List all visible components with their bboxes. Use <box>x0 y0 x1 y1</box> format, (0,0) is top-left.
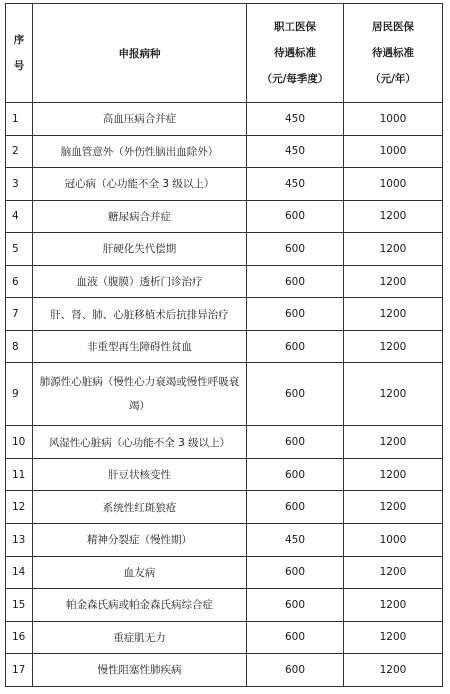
row-disease-name: 精神分裂症（慢性期） <box>33 524 247 557</box>
row-serial: 8 <box>6 330 33 363</box>
row-resident-amount: 1200 <box>344 200 443 233</box>
row-serial: 9 <box>6 363 33 426</box>
row-disease-name: 肝豆状核变性 <box>33 458 247 491</box>
row-serial: 5 <box>6 233 33 266</box>
table-row <box>6 233 443 266</box>
row-disease-name: 糖尿病合并症 <box>33 200 247 233</box>
row-serial: 3 <box>6 168 33 201</box>
table-row <box>6 621 443 654</box>
row-serial: 1 <box>6 103 33 136</box>
row-worker-amount: 450 <box>247 103 344 136</box>
table-row <box>6 265 443 298</box>
table-row <box>6 556 443 589</box>
table-row <box>6 426 443 459</box>
table-row <box>6 458 443 491</box>
row-worker-amount: 600 <box>247 265 344 298</box>
table-row <box>6 589 443 622</box>
table-row <box>6 491 443 524</box>
header-resident-insurance <box>344 4 443 103</box>
row-disease-name: 脑血管意外（外伤性脑出血除外） <box>33 135 247 168</box>
row-resident-amount: 1200 <box>344 458 443 491</box>
row-worker-amount: 600 <box>247 426 344 459</box>
header-serial <box>6 4 33 103</box>
row-serial: 17 <box>6 654 33 687</box>
row-disease-name: 帕金森氏病或帕金森氏病综合症 <box>33 589 247 622</box>
row-worker-amount: 600 <box>247 491 344 524</box>
row-resident-amount: 1200 <box>344 265 443 298</box>
row-serial: 10 <box>6 426 33 459</box>
table-header-row <box>6 4 443 103</box>
row-worker-amount: 600 <box>247 200 344 233</box>
row-worker-amount: 600 <box>247 233 344 266</box>
row-disease-name: 肝、肾、肺、心脏移植术后抗排异治疗 <box>33 298 247 331</box>
row-resident-amount: 1200 <box>344 556 443 589</box>
table-row <box>6 135 443 168</box>
row-disease-name: 冠心病（心功能不全 3 级以上） <box>33 168 247 201</box>
row-serial: 12 <box>6 491 33 524</box>
row-resident-amount: 1000 <box>344 135 443 168</box>
row-serial: 11 <box>6 458 33 491</box>
row-resident-amount: 1200 <box>344 330 443 363</box>
row-disease-name: 重症肌无力 <box>33 621 247 654</box>
table-row <box>6 524 443 557</box>
row-worker-amount: 600 <box>247 363 344 426</box>
row-serial: 14 <box>6 556 33 589</box>
row-worker-amount: 600 <box>247 330 344 363</box>
header-worker-line-2: 待遇标准 <box>274 47 316 59</box>
row-worker-amount: 600 <box>247 621 344 654</box>
disease-standard-table <box>5 3 443 687</box>
table-row <box>6 103 443 136</box>
row-disease-name: 高血压病合并症 <box>33 103 247 136</box>
row-disease-name: 慢性阻塞性肺疾病 <box>33 654 247 687</box>
header-resident-line-3: （元/年） <box>370 73 416 85</box>
row-resident-amount: 1200 <box>344 621 443 654</box>
row-disease-name: 肺源性心脏病（慢性心力衰竭或慢性呼吸衰竭） <box>33 363 247 426</box>
row-serial: 7 <box>6 298 33 331</box>
row-worker-amount: 450 <box>247 168 344 201</box>
row-resident-amount: 1000 <box>344 103 443 136</box>
row-worker-amount: 600 <box>247 654 344 687</box>
header-serial-line-1: 序 <box>13 34 25 46</box>
row-resident-amount: 1000 <box>344 524 443 557</box>
row-serial: 16 <box>6 621 33 654</box>
row-resident-amount: 1200 <box>344 491 443 524</box>
row-resident-amount: 1200 <box>344 654 443 687</box>
row-resident-amount: 1200 <box>344 363 443 426</box>
row-disease-name: 血液（腹膜）透析门诊治疗 <box>33 265 247 298</box>
row-resident-amount: 1200 <box>344 233 443 266</box>
row-worker-amount: 450 <box>247 524 344 557</box>
row-serial: 2 <box>6 135 33 168</box>
row-serial: 13 <box>6 524 33 557</box>
table-row <box>6 298 443 331</box>
header-serial-line-2: 号 <box>13 60 25 72</box>
row-disease-name: 血友病 <box>33 556 247 589</box>
row-resident-amount: 1200 <box>344 426 443 459</box>
row-worker-amount: 600 <box>247 589 344 622</box>
row-serial: 6 <box>6 265 33 298</box>
header-worker-line-1: 职工医保 <box>274 21 316 33</box>
header-resident-line-2: 待遇标准 <box>372 47 414 59</box>
table-row <box>6 654 443 687</box>
row-disease-name: 非重型再生障碍性贫血 <box>33 330 247 363</box>
row-worker-amount: 600 <box>247 556 344 589</box>
table-row <box>6 330 443 363</box>
row-worker-amount: 450 <box>247 135 344 168</box>
row-serial: 4 <box>6 200 33 233</box>
row-worker-amount: 600 <box>247 458 344 491</box>
table-row <box>6 200 443 233</box>
row-worker-amount: 600 <box>247 298 344 331</box>
table-row <box>6 168 443 201</box>
row-resident-amount: 1200 <box>344 589 443 622</box>
row-serial: 15 <box>6 589 33 622</box>
table-row <box>6 363 443 426</box>
row-resident-amount: 1200 <box>344 298 443 331</box>
row-disease-name: 系统性红斑狼疮 <box>33 491 247 524</box>
header-resident-line-1: 居民医保 <box>372 21 414 33</box>
header-worker-insurance <box>247 4 344 103</box>
row-resident-amount: 1000 <box>344 168 443 201</box>
row-disease-name: 肝硬化失代偿期 <box>33 233 247 266</box>
row-disease-name: 风湿性心脏病（心功能不全 3 级以上） <box>33 426 247 459</box>
header-worker-line-3: （元/每季度） <box>261 73 329 85</box>
header-disease-name: 申报病种 <box>33 4 247 103</box>
